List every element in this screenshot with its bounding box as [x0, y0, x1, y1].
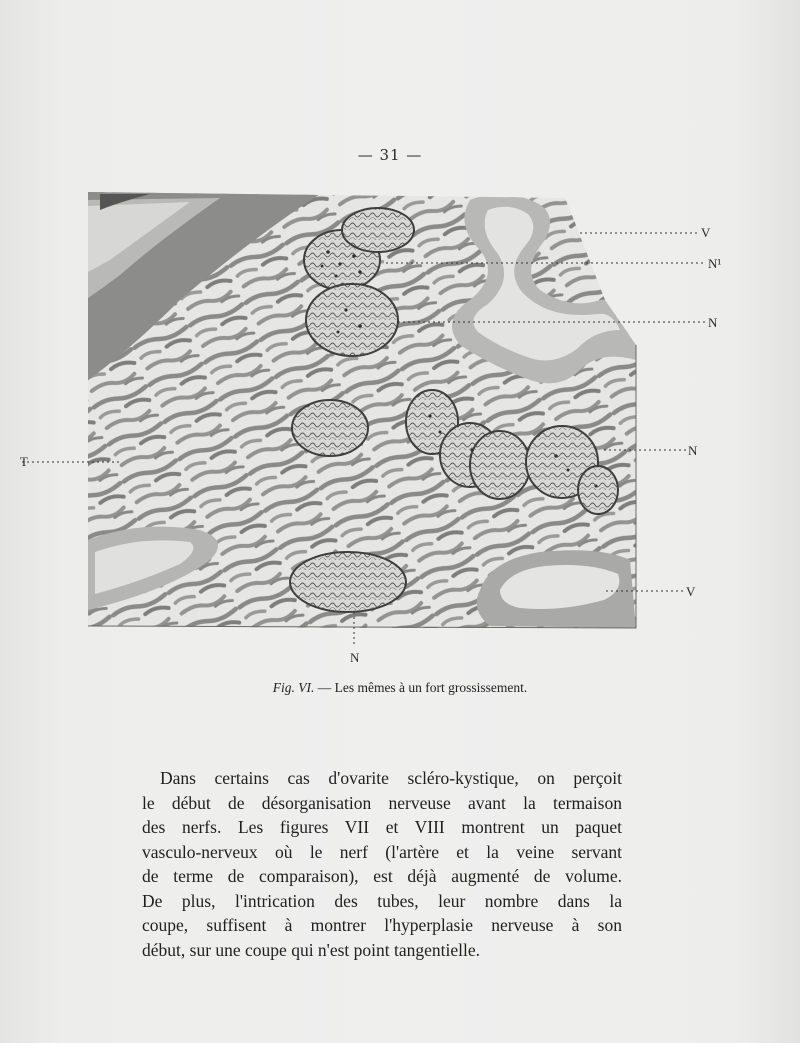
body-line: de terme de comparaison), est déjà augmenté de volume.	[142, 866, 622, 886]
caption-dash: —	[317, 680, 332, 695]
body-line: Dans certains cas d'ovarite scléro-kystique, on perçoit	[160, 768, 622, 788]
body-line: coupe, suffisent à montrer l'hyperplasie nerveuse à son	[142, 915, 622, 935]
tissue-section	[88, 192, 636, 628]
figure-caption	[160, 680, 640, 696]
label-n1: N¹	[708, 256, 722, 271]
histology-figure	[0, 180, 800, 670]
figure-number: Fig. VI.	[272, 680, 315, 695]
body-line: des nerfs. Les figures VII et VIII montrent un paquet	[142, 817, 622, 837]
label-n-right: N	[688, 443, 698, 458]
body-line: le début de désorganisation nerveuse avant la termaison	[142, 792, 622, 813]
page-number: — 31 —	[357, 146, 423, 164]
body-line: De plus, l'intrication des tubes, leur nombre dans la	[142, 890, 622, 911]
body-line: vasculo-nerveux où le nerf (l'artère et la veine servant	[142, 841, 622, 862]
caption-text: Les mêmes à un fort grossissement.	[334, 680, 528, 695]
body-paragraph	[142, 766, 622, 962]
label-n-bottom: N	[350, 650, 360, 665]
label-v-top: V	[701, 225, 711, 240]
label-n-upper: N	[708, 315, 718, 330]
body-line: début, sur une coupe qui n'est point tangentielle.	[142, 939, 481, 960]
label-t-left: T	[20, 454, 28, 469]
label-v-bottom: V	[686, 584, 696, 599]
